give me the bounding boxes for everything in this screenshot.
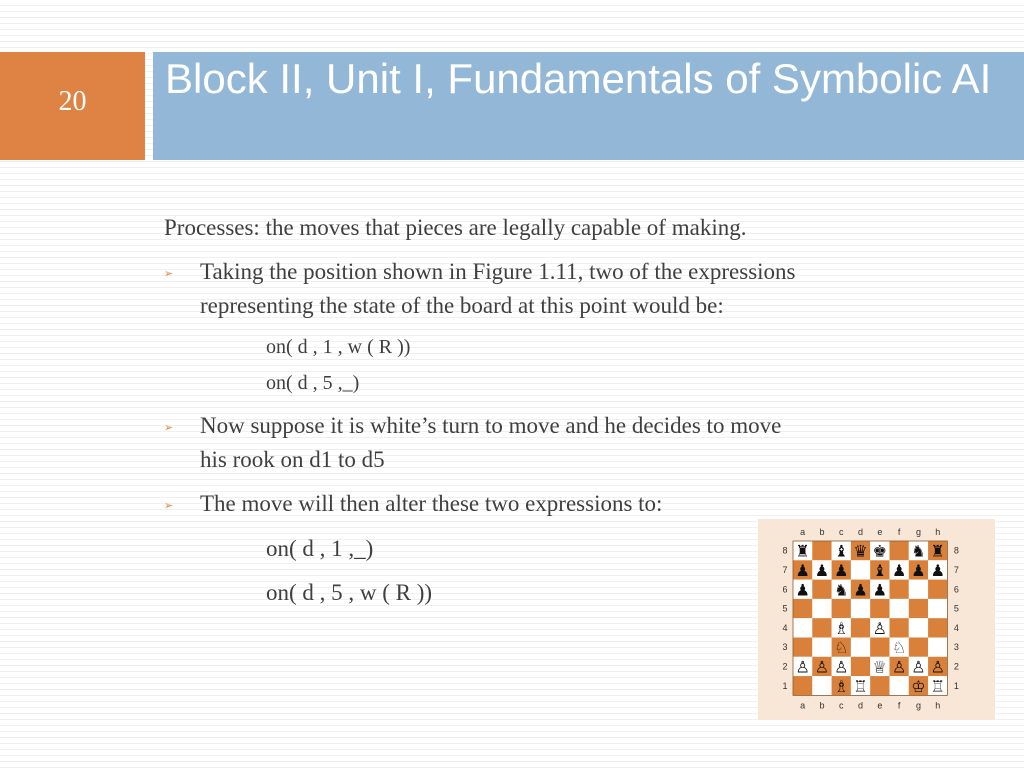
bullet-arrow-icon: ➢ bbox=[164, 421, 174, 434]
board-square bbox=[812, 676, 831, 695]
board-square bbox=[909, 599, 928, 618]
chess-piece-icon: ♕ bbox=[872, 657, 888, 677]
board-square bbox=[851, 560, 870, 579]
chess-piece-icon: ♟ bbox=[872, 580, 888, 600]
file-label: e bbox=[877, 527, 883, 537]
rank-label: 6 bbox=[953, 584, 959, 595]
chess-piece-icon: ♟ bbox=[891, 560, 907, 580]
rank-label: 3 bbox=[953, 642, 959, 653]
board-square bbox=[793, 599, 812, 618]
chess-piece-icon: ♝ bbox=[834, 541, 849, 561]
rank-label: 2 bbox=[782, 661, 788, 672]
chess-piece-icon: ♝ bbox=[872, 560, 888, 580]
intro-text: Processes: the moves that pieces are legally capable of making. bbox=[164, 215, 747, 240]
chess-piece-icon: ♙ bbox=[814, 657, 830, 677]
rank-label: 4 bbox=[953, 622, 959, 633]
chess-piece-icon: ♗ bbox=[834, 676, 849, 696]
chess-piece-icon: ♚ bbox=[872, 541, 888, 561]
bullet-2-line-1: Now suppose it is white’s turn to move and he decides to move bbox=[200, 413, 782, 438]
rank-label: 2 bbox=[953, 661, 959, 672]
chess-piece-icon: ♟ bbox=[795, 560, 810, 580]
board-square bbox=[870, 638, 889, 657]
rank-label: 6 bbox=[782, 584, 788, 595]
file-label: d bbox=[858, 527, 864, 537]
file-label: d bbox=[858, 700, 864, 711]
title-bar bbox=[153, 52, 1024, 160]
chess-piece-icon: ♙ bbox=[872, 618, 888, 638]
chess-piece-icon: ♙ bbox=[930, 657, 945, 677]
chess-piece-icon: ♖ bbox=[853, 676, 868, 696]
slide-title: Block II, Unit I, Fundamentals of Symbolic AI bbox=[165, 55, 992, 102]
chess-piece-icon: ♘ bbox=[891, 638, 907, 658]
board-square bbox=[909, 580, 928, 599]
board-square bbox=[812, 599, 831, 618]
file-label: f bbox=[897, 527, 901, 537]
chess-piece-icon: ♞ bbox=[911, 541, 926, 561]
file-label: a bbox=[800, 700, 806, 711]
board-square bbox=[812, 618, 831, 637]
chess-board-figure bbox=[758, 519, 995, 720]
board-square bbox=[870, 676, 889, 695]
rank-label: 7 bbox=[782, 564, 788, 575]
bullet-arrow-icon: ➢ bbox=[164, 267, 174, 280]
board-square bbox=[890, 541, 909, 560]
board-square bbox=[793, 638, 812, 657]
slide-number: 20 bbox=[58, 86, 87, 117]
chess-piece-icon: ♜ bbox=[930, 541, 945, 561]
board-square bbox=[909, 638, 928, 657]
rank-label: 5 bbox=[782, 603, 788, 614]
board-square bbox=[793, 618, 812, 637]
rank-label: 5 bbox=[953, 603, 959, 614]
file-label: e bbox=[877, 700, 883, 711]
rank-label: 7 bbox=[953, 564, 959, 575]
chess-piece-icon: ♟ bbox=[814, 560, 830, 580]
slide-number-box bbox=[0, 52, 145, 160]
board-square bbox=[928, 580, 947, 599]
board-square bbox=[870, 599, 889, 618]
chess-piece-icon: ♟ bbox=[930, 560, 945, 580]
expression-before-2: on( d , 5 ,_) bbox=[266, 372, 360, 394]
bullet-3-text: The move will then alter these two expressions to: bbox=[200, 491, 663, 516]
board-square bbox=[928, 599, 947, 618]
file-label: h bbox=[935, 700, 941, 711]
board-square bbox=[851, 618, 870, 637]
rank-label: 4 bbox=[782, 622, 788, 633]
file-label: b bbox=[819, 527, 825, 537]
board-square bbox=[851, 599, 870, 618]
chess-piece-icon: ♜ bbox=[795, 541, 810, 561]
chess-piece-icon: ♘ bbox=[834, 638, 849, 658]
bullet-1-line-2: representing the state of the board at this point would be: bbox=[200, 293, 724, 318]
chess-piece-icon: ♞ bbox=[834, 580, 849, 600]
chess-piece-icon: ♟ bbox=[795, 580, 810, 600]
file-label: b bbox=[819, 700, 825, 711]
file-label: c bbox=[839, 527, 844, 537]
file-label: c bbox=[839, 700, 844, 711]
rank-label: 3 bbox=[782, 642, 788, 653]
file-label: a bbox=[800, 527, 806, 537]
expression-after-2: on( d , 5 , w ( R )) bbox=[266, 580, 433, 605]
chess-board bbox=[758, 519, 995, 720]
bullet-1-line-1: Taking the position shown in Figure 1.11, two of the expressions bbox=[200, 259, 796, 284]
bullet-arrow-icon: ➢ bbox=[164, 499, 174, 512]
board-square bbox=[812, 580, 831, 599]
chess-piece-icon: ♙ bbox=[834, 657, 849, 677]
chess-piece-icon: ♖ bbox=[930, 676, 945, 696]
board-square bbox=[909, 618, 928, 637]
bullet-2-line-2: his rook on d1 to d5 bbox=[200, 447, 385, 472]
expression-after-1: on( d , 1 ,_) bbox=[266, 536, 374, 561]
chess-piece-icon: ♟ bbox=[853, 580, 868, 600]
board-square bbox=[890, 599, 909, 618]
board-square bbox=[851, 657, 870, 676]
file-label: g bbox=[915, 527, 921, 537]
rank-label: 8 bbox=[953, 545, 959, 556]
board-square bbox=[890, 580, 909, 599]
file-label: h bbox=[935, 527, 941, 537]
board-square bbox=[928, 618, 947, 637]
board-square bbox=[812, 638, 831, 657]
board-square bbox=[851, 638, 870, 657]
board-square bbox=[890, 676, 909, 695]
chess-piece-icon: ♟ bbox=[834, 560, 849, 580]
board-square bbox=[812, 541, 831, 560]
board-square bbox=[928, 638, 947, 657]
chess-piece-icon: ♟ bbox=[911, 560, 926, 580]
chess-piece-icon: ♙ bbox=[795, 657, 810, 677]
chess-piece-icon: ♔ bbox=[911, 676, 926, 696]
board-square bbox=[832, 599, 851, 618]
file-label: g bbox=[915, 700, 921, 711]
chess-piece-icon: ♗ bbox=[834, 618, 849, 638]
chess-piece-icon: ♙ bbox=[891, 657, 907, 677]
board-square bbox=[793, 676, 812, 695]
file-label: f bbox=[897, 700, 901, 711]
rank-label: 1 bbox=[782, 680, 788, 691]
rank-label: 1 bbox=[953, 680, 959, 691]
chess-piece-icon: ♛ bbox=[853, 541, 868, 561]
rank-label: 8 bbox=[782, 545, 788, 556]
chess-piece-icon: ♙ bbox=[911, 657, 926, 677]
expression-before-1: on( d , 1 , w ( R )) bbox=[266, 336, 411, 358]
board-square bbox=[890, 618, 909, 637]
